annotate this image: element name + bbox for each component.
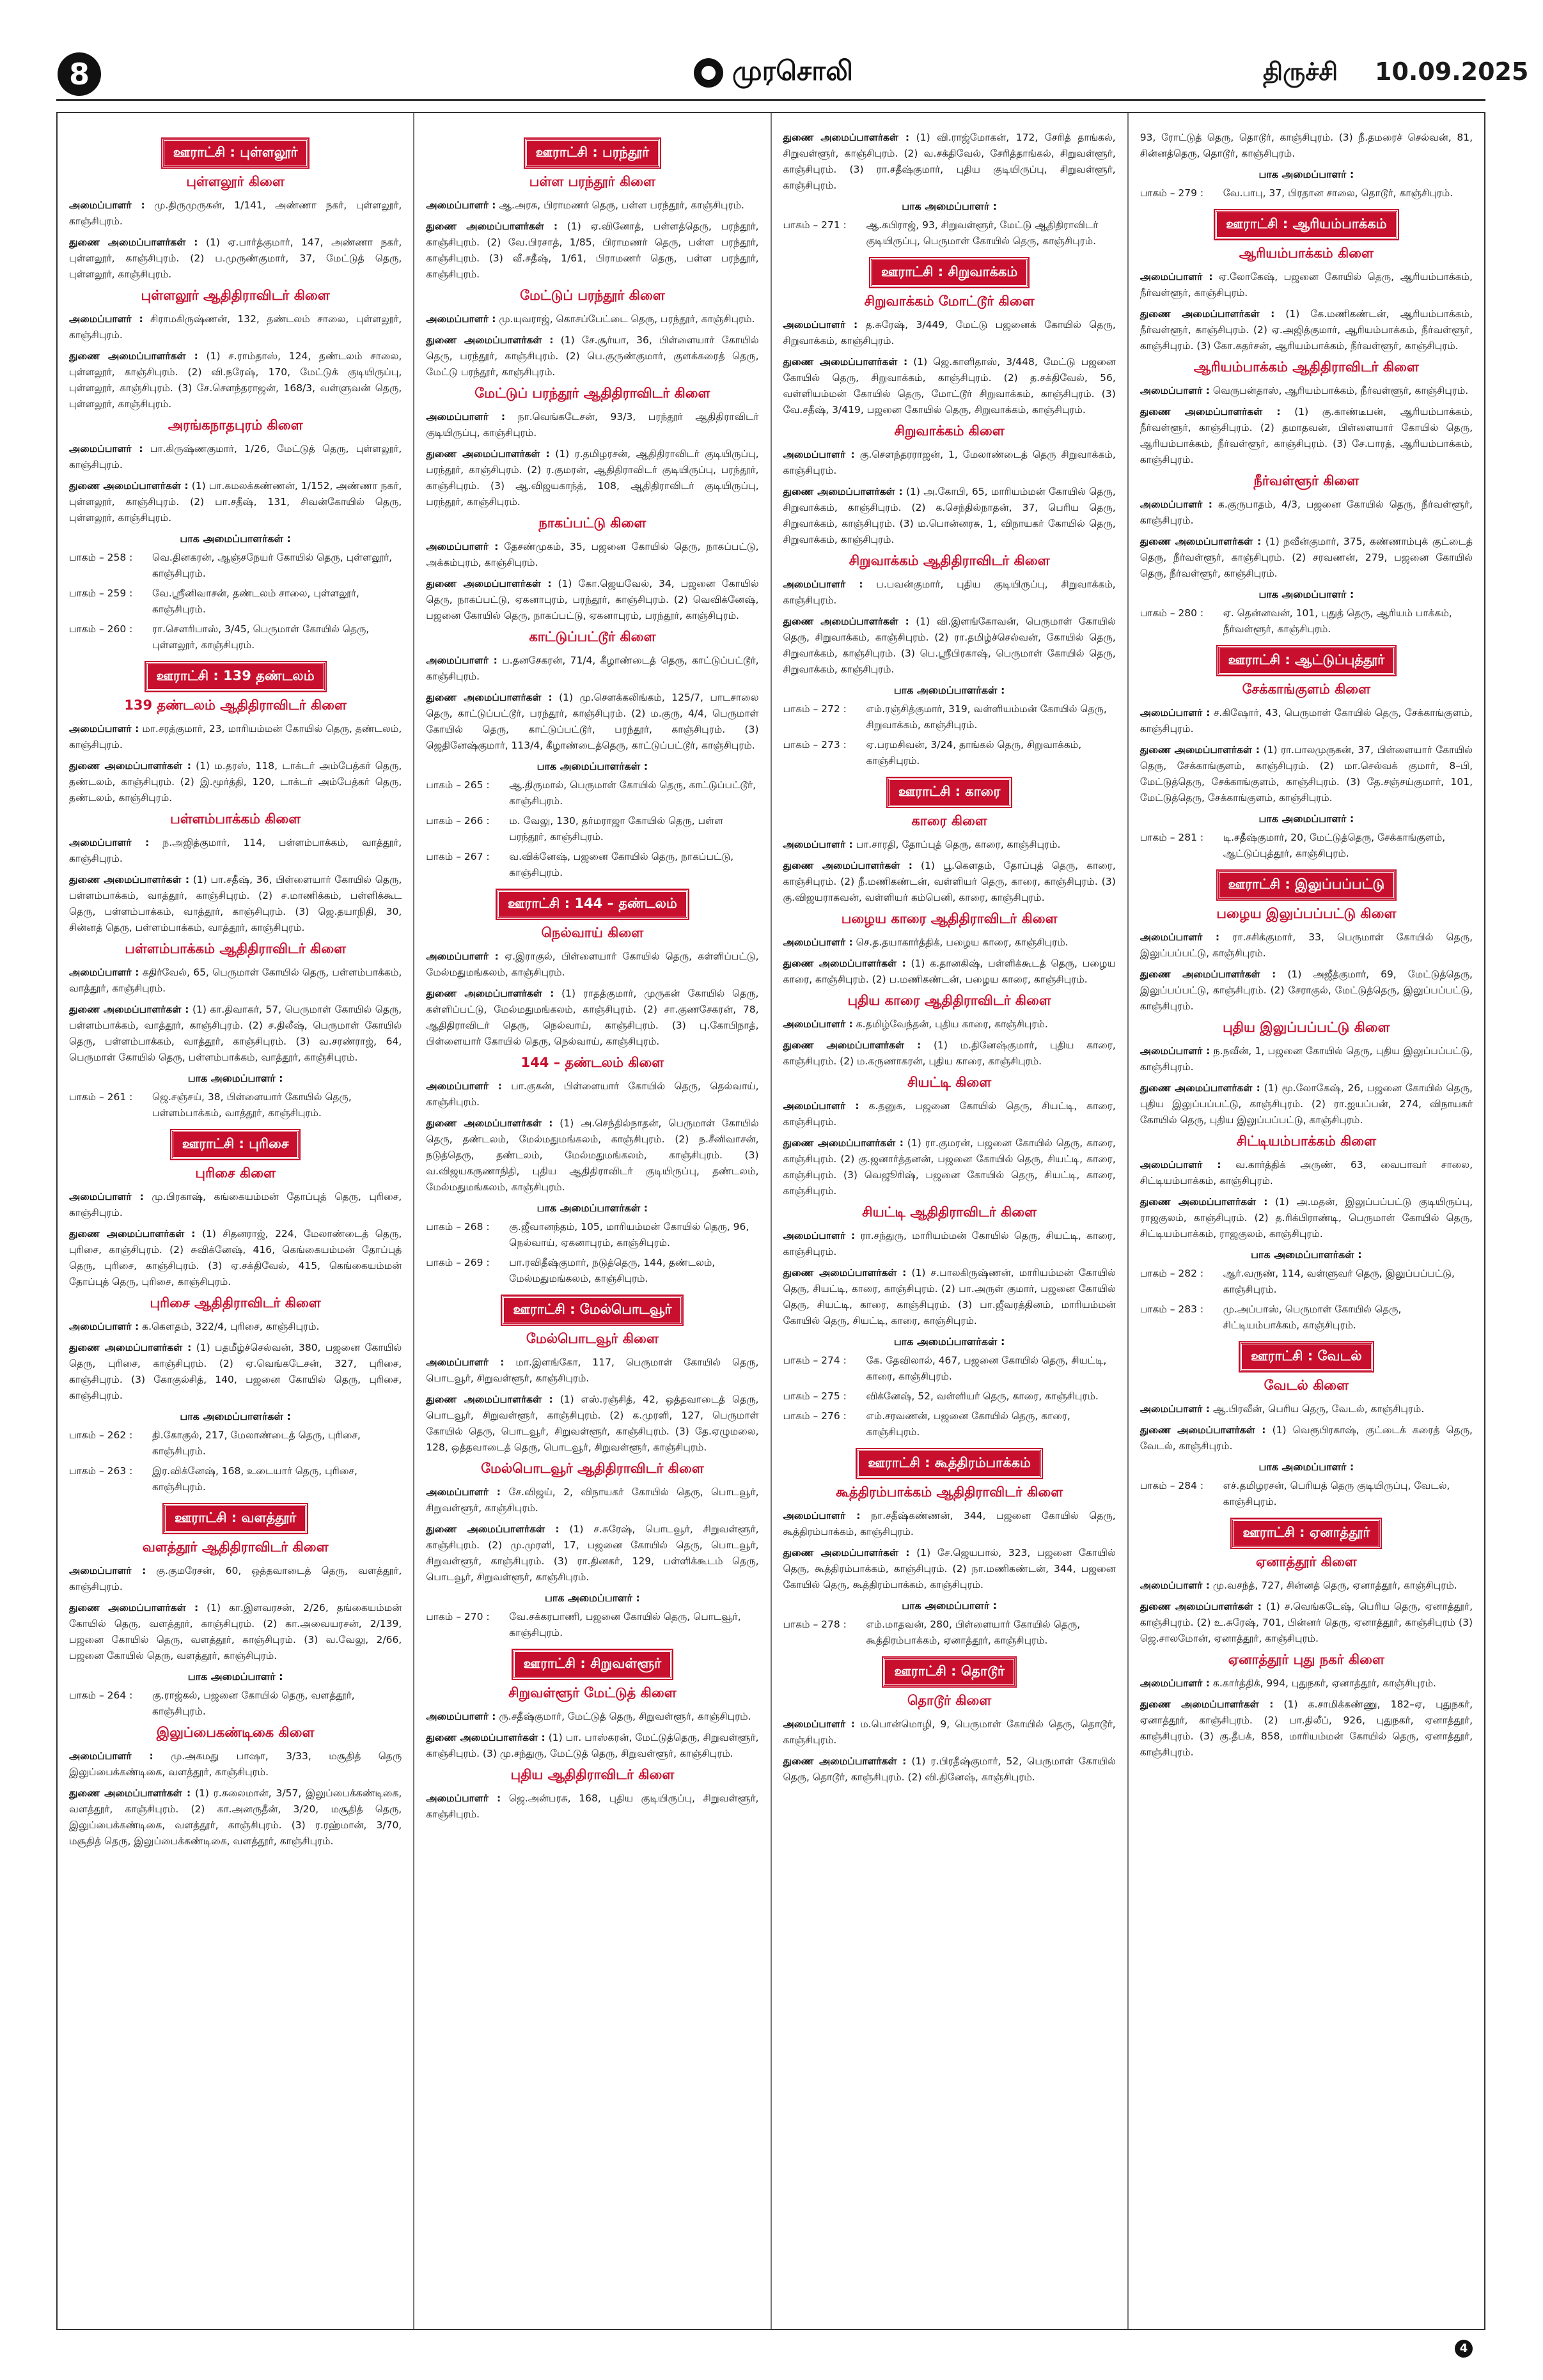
booth-entry: பாகம் – 281 : டி.சதீஷ்குமார், 20, மேட்டுத்தெரு, சேக்காங்குளம், ஆட்டுப்புத்தூர், காஞ்சிபுரம்.	[1140, 832, 1446, 859]
organizer-entry: அமைப்பாளர் : ப.தனசேகரன், 71/4, கீழாண்டைத் தெரு, காட்டுப்பட்டூர், காஞ்சிபுரம்.	[426, 655, 759, 682]
organizer-entry: அமைப்பாளர் : பா.சாரதி, தோப்புத் தெரு, காரை, காஞ்சிபுரம்.	[783, 839, 1061, 850]
continuation-marker: 4	[1455, 2340, 1473, 2358]
deputy-organizers-entry: துணை அமைப்பாளர்கள் : (1) க.தானகிஷ், பள்ளிக்கூடத் தெரு, பழைய காரை, காஞ்சிபுரம். (2) ப.மணிகண்டன், பழைய காரை, காஞ்சிபுரம்.	[783, 958, 1116, 985]
page-number: 8	[58, 52, 101, 96]
booth-organizer-heading: பாக அமைப்பாளர் :	[1258, 813, 1354, 825]
organizer-entry: அமைப்பாளர் : ஏ.இராகுல், பிள்ளையார் கோயில் தெரு, கள்ளிப்பட்டு, மேல்மதுமங்கலம், காஞ்சிபுரம்.	[426, 951, 759, 978]
organizer-entry: அமைப்பாளர் : க.கார்த்திக், 994, புதுநகர், ஏனாத்தூர், காஞ்சிபுரம்.	[1140, 1677, 1436, 1689]
organizer-entry: அமைப்பாளர் : மு.திருமுருகன், 1/141, அண்ணா நகர், புள்ளலூர், காஞ்சிபுரம்.	[69, 199, 402, 227]
booth-organizer-heading: பாக அமைப்பாளர் :	[902, 200, 998, 212]
branch-title: காரை கிளை	[911, 813, 987, 828]
organizer-entry: அமைப்பாளர் : ஏ.லோகேஷ், பஜனை கோயில் தெரு, ஆரியம்பாக்கம், நீர்வள்ளூர், காஞ்சிபுரம்.	[1140, 271, 1473, 299]
branch-title: ஏனாத்தூர் கிளை	[1255, 1554, 1357, 1569]
organizer-entry: அமைப்பாளர் : ம.பொன்மொழி, 9, பெருமாள் கோயில் தெரு, தொடூர், காஞ்சிபுரம்.	[783, 1718, 1116, 1746]
organizer-entry: அமைப்பாளர் : சே.விஜய், 2, விநாயகர் கோயில் தெரு, பொடவூர், சிறுவள்ளூர், காஞ்சிபுரம்.	[426, 1486, 759, 1514]
header-rule	[56, 99, 1485, 101]
branch-title: சியட்டி ஆதிதிராவிடர் கிளை	[862, 1204, 1037, 1220]
booth-entry: பாகம் – 264 : கு.ராஜ்கல், பஜனை கோயில் தெரு, வளத்தூர், காஞ்சிபுரம்.	[69, 1690, 355, 1717]
deputy-organizers-entry: துணை அமைப்பாளர்கள் : (1) சிதனராஜ், 224, மேலாண்டைத் தெரு, புரிசை, காஞ்சிபுரம். (2) சுவிக்னேஷ், 416, கெங்கையம்மன் தோப்புத் தெரு, புரிசை, காஞ்சிபுரம். (3) ஏ.சக்திவேல், 415, கெங்கையம்மன் தோப்புத் தெரு, புரிசை, காஞ்சிபுரம்.	[69, 1228, 402, 1287]
booth-entry: பாகம் – 259 : வே.ஸ்ரீனிவாசன், தண்டலம் சாலை, புள்ளலூர், காஞ்சிபுரம்.	[69, 587, 359, 615]
panchayat-banner: ஊராட்சி : மேல்பொடவூர்	[502, 1296, 682, 1325]
organizer-entry: அமைப்பாளர் : மு.யுவராஜ், கொசப்பேட்டை தெரு, பரந்தூர், காஞ்சிபுரம்.	[426, 313, 755, 325]
branch-title: மேல்பொடவூர் கிளை	[526, 1331, 659, 1346]
organizer-entry: அமைப்பாளர் : ரா.சந்துரு, மாரியம்மன் கோயில் தெரு, சியட்டி, காரை, காஞ்சிபுரம்.	[783, 1230, 1116, 1257]
organizer-entry: அமைப்பாளர் : ஆ.அரசு, பிராமணர் தெரு, பள்ள பரந்தூர், காஞ்சிபுரம்.	[426, 199, 744, 211]
branch-title: பழைய காரை ஆதிதிராவிடர் கிளை	[841, 911, 1058, 926]
column-1	[58, 113, 414, 2329]
panchayat-banner: ஊராட்சி : இலுப்பப்பட்டு	[1218, 871, 1395, 899]
booth-organizers-heading: பாக அமைப்பாளர்கள் :	[180, 533, 291, 545]
deputy-organizers-entry: துணை அமைப்பாளர்கள் : (1) அ.செந்தில்நாதன், பெருமாள் கோயில் தெரு, தண்டலம், மேல்மதுமங்கலம், காஞ்சிபுரம். (2) ந.சீனிவாசன், நடுத்தெரு, தண்டலம், மேல்மதுமங்கலம், காஞ்சிபுரம். (3) வ.விஜயகருணாநிதி, புதிய ஆதிதிராவிடர் குடியிருப்பு, தண்டலம், மேல்மதுமங்கலம், காஞ்சிபுரம்.	[426, 1117, 759, 1193]
deputy-organizers-entry: துணை அமைப்பாளர்கள் : (1) மூ.லோகேஷ், 26, பஜனை கோயில் தெரு, புதிய இலுப்பப்பட்டு, காஞ்சிபுரம். (2) ரா.ஐயப்பன், 274, விநாயகர் கோயில் தெரு, புதிய இலுப்பப்பட்டு, காஞ்சிபுரம்.	[1140, 1082, 1473, 1126]
organizer-entry: அமைப்பாளர் : தேசண்முகம், 35, பஜனை கோயில் தெரு, நாகப்பட்டு, அக்கம்புரம், காஞ்சிபுரம்.	[426, 541, 759, 568]
deputy-organizers-entry: துணை அமைப்பாளர்கள் : (1) கா.திவாகர், 57, பெருமாள் கோயில் தெரு, பள்ளம்பாக்கம், வாத்தூர், காஞ்சிபுரம். (2) ச.திலீஷ், பெருமாள் கோயில் தெரு, பள்ளம்பாக்கம், வாத்தூர், காஞ்சிபுரம். (3) வ.சரண்ராஜ், 64, பெருமாள் கோயில் தெரு, பள்ளம்பாக்கம், வாத்தூர், காஞ்சிபுரம்.	[69, 1004, 402, 1063]
booth-organizers-heading: பாக அமைப்பாளர்கள் :	[893, 684, 1005, 696]
deputy-organizers-entry: துணை அமைப்பாளர்கள் : (1) ஏ.பார்த்குமார், 147, அண்ணா நகர், புள்ளலூர், காஞ்சிபுரம். (2) ப.முருண்குமார், 37, மேட்டுத் தெரு, புள்ளலூர், காஞ்சிபுரம்.	[69, 237, 402, 280]
organizer-entry: அமைப்பாளர் : ச.கிஷோர், 43, பெருமாள் கோயில் தெரு, சேக்காங்குளம், காஞ்சிபுரம்.	[1140, 707, 1473, 735]
booth-entry: பாகம் – 266 : ம. வேலு, 130, தர்மராஜா கோயில் தெரு, பள்ள பரந்தூர், காஞ்சிபுரம்.	[426, 815, 724, 843]
branch-title: புதிய இலுப்பப்பட்டு கிளை	[1223, 1020, 1390, 1035]
deputy-organizers-entry: துணை அமைப்பாளர்கள் : (1) ர.தமிழரசன், ஆதிதிராவிடர் குடியிருப்பு, பரந்தூர், காஞ்சிபுரம். (2) ர.குமரன், ஆதிதிராவிடர் குடியிருப்பு, பரந்தூர், காஞ்சிபுரம். (3) ஆ.விஜயகாந்த், 108, ஆதிதிராவிடர் குடியிருப்பு, பரந்தூர், காஞ்சிபுரம்.	[426, 448, 759, 508]
booth-organizers-heading: பாக அமைப்பாளர்கள் :	[537, 1202, 648, 1214]
deputy-organizers-entry: துணை அமைப்பாளர்கள் : (1) அ.கோபி, 65, மாரியம்மன் கோயில் தெரு, சிறுவாக்கம், காஞ்சிபுரம். (2) க.செந்தில்நாதன், 37, பெரிய தெரு, சிறுவாக்கம், காஞ்சிபுரம். (3) ம.பொன்னரசு, 1, விநாயகர் கோயில் தெரு, சிறுவாக்கம், காஞ்சிபுரம்.	[783, 486, 1116, 545]
branch-title: பள்ளம்பாக்கம் கிளை	[170, 811, 301, 827]
column-4	[1129, 113, 1484, 2329]
booth-organizers-heading: பாக அமைப்பாளர்கள் :	[893, 1335, 1005, 1348]
branch-title: 139 தண்டலம் ஆதிதிராவிடர் கிளை	[124, 697, 347, 713]
organizer-entry: அமைப்பாளர் : மு.வசந்த், 727, சின்னத் தெரு, ஏனாத்தூர், காஞ்சிபுரம்.	[1140, 1580, 1457, 1591]
booth-entry: பாகம் – 262 : தி.கோகுல், 217, மேலாண்டைத் தெரு, புரிசை, காஞ்சிபுரம்.	[69, 1429, 361, 1457]
booth-entry: பாகம் – 265 : ஆ.திருமால், பெருமாள் கோயில் தெரு, காட்டுப்பட்டூர், காஞ்சிபுரம்.	[426, 779, 756, 807]
booth-entry: பாகம் – 270 : வே.சக்கரபாணி, பஜனை கோயில் தெரு, பொடவூர், காஞ்சிபுரம்.	[426, 1611, 741, 1638]
organizer-entry: அமைப்பாளர் : க.தமிழ்வேந்தன், புதிய காரை, காஞ்சிபுரம்.	[783, 1018, 1048, 1030]
masthead	[694, 55, 853, 90]
branch-title: நெல்வாய் கிளை	[541, 925, 644, 940]
organizer-entry: அமைப்பாளர் : க.கௌதம், 322/4, புரிசை, காஞ்சிபுரம்.	[69, 1321, 320, 1332]
organizer-entry: அமைப்பாளர் : பா.கிருஷ்ணகுமார், 1/26, மேட்டுத் தெரு, புள்ளலூர், காஞ்சிபுரம்.	[69, 443, 402, 471]
booth-entry: பாகம் – 261 : ஜெ.சஞ்சய், 38, பிள்ளையார் கோயில் தெரு, பள்ளம்பாக்கம், வாத்தூர், காஞ்சிபுரம்.	[69, 1091, 352, 1119]
organizer-entry: அமைப்பாளர் : மா.இளங்கோ, 117, பெருமாள் கோயில் தெரு, பொடவூர், சிறுவள்ளூர், காஞ்சிபுரம்.	[426, 1357, 759, 1384]
organizer-entry: அமைப்பாளர் : ஜெ.அன்பரசு, 168, புதிய குடியிருப்பு, சிறுவள்ளூர், காஞ்சிபுரம்.	[426, 1793, 759, 1820]
booth-entry: பாகம் – 273 : ஏ.பரமசிவன், 3/24, தாங்கல் தெரு, சிறுவாக்கம், காஞ்சிபுரம்.	[783, 739, 1082, 766]
deputy-organizers-entry: துணை அமைப்பாளர்கள் : (1) ச.சுரேஷ், பொடவூர், சிறுவள்ளூர், காஞ்சிபுரம். (2) மு.முரளி, 17, பஜனை கோயில் தெரு, பொடவூர், சிறுவள்ளூர், காஞ்சிபுரம். (3) ரா.தினகர், 129, பள்ளிக்கூடம் தெரு, பொடவூர், சிறுவள்ளூர், காஞ்சிபுரம்.	[426, 1523, 759, 1583]
edition-date: 10.09.2025	[1375, 58, 1529, 86]
booth-organizer-heading: பாக அமைப்பாளர் :	[1258, 168, 1354, 180]
deputy-organizers-entry: துணை அமைப்பாளர்கள் : (1) ர.பிரதீஷ்குமார், 52, பெருமாள் கோயில் தெரு, தொடூர், காஞ்சிபுரம். (2) வி.தினேஷ், காஞ்சிபுரம்.	[783, 1755, 1116, 1783]
deputy-organizers-entry: துணை அமைப்பாளர்கள் : (1) சே.சூர்யா, 36, பிள்ளையார் கோயில் தெரு, பரந்தூர், காஞ்சிபுரம். (2) பெ.குருண்குமார், குளக்கரைத் தெரு, மேட்டு பரந்தூர், காஞ்சிபுரம்.	[426, 334, 759, 378]
booth-entry: பாகம் – 263 : இர.விக்னேஷ், 168, உடையார் தெரு, புரிசை, காஞ்சிபுரம்.	[69, 1465, 357, 1493]
panchayat-banner: ஊராட்சி : தொடூர்	[883, 1658, 1015, 1686]
deputy-organizers-entry: துணை அமைப்பாளர்கள் : (1) ரா.குமரன், பஜனை கோயில் தெரு, காரை, காஞ்சிபுரம். (2) கு.ஜனார்த்தனன், பஜனை கோயில் தெரு, சியட்டி, காரை, காஞ்சிபுரம். (3) வெஜூரிஷ், பஜனை கோயில் தெரு, சியட்டி, காரை, காஞ்சிபுரம்.	[783, 1137, 1116, 1197]
organizer-entry: அமைப்பாளர் : ரா.சசிக்குமார், 33, பெருமாள் கோயில் தெரு, இலுப்பப்பட்டு, காஞ்சிபுரம்.	[1140, 931, 1473, 959]
panchayat-banner: ஊராட்சி : ஆட்டுப்புத்தூர்	[1218, 646, 1395, 675]
organizer-entry: அமைப்பாளர் : சிராமகிருஷ்ணன், 132, தண்டலம் சாலை, புள்ளலூர், காஞ்சிபுரம்.	[69, 313, 402, 341]
panchayat-banner: ஊராட்சி : சிறுவள்ளூர்	[513, 1650, 672, 1679]
booth-entry: பாகம் – 274 : கே. தேவிலால், 467, பஜனை கோயில் தெரு, சியட்டி, காரை, காஞ்சிபுரம்.	[783, 1355, 1107, 1382]
panchayat-banner: ஊராட்சி : ஆரியம்பாக்கம்	[1215, 210, 1397, 239]
deputy-organizers-entry: துணை அமைப்பாளர்கள் : (1) பதமீழ்ச்செல்வன், 380, பஜனை கோயில் தெரு, புரிசை, காஞ்சிபுரம். (2) ஏ.வெங்கடேசன், 327, புரிசை, காஞ்சிபுரம். (3) கோகுல்சித், 140, பஜனை கோயில் தெரு, புரிசை, காஞ்சிபுரம்.	[69, 1342, 402, 1401]
branch-title: சிறுவாக்கம் மோட்டூர் கிளை	[864, 293, 1035, 309]
booth-organizers-heading: பாக அமைப்பாளர்கள் :	[537, 760, 648, 772]
column-3	[772, 113, 1129, 2329]
deputy-organizers-entry: துணை அமைப்பாளர்கள் : (1) பா. பாஸ்கரன், மேட்டுத்தெரு, சிறுவள்ளூர், காஞ்சிபுரம். (3) மு.சந்துரு, மேட்டுத் தெரு, சிறுவள்ளூர், காஞ்சிபுரம்.	[426, 1732, 759, 1759]
deputy-organizers-entry: துணை அமைப்பாளர்கள் : (1) பா.கமலக்கண்ணன், 1/152, அண்ணா நகர், புள்ளலூர், காஞ்சிபுரம். (2) பா.சதீஷ், 131, சிவன்கோயில் தெரு, புள்ளலூர், காஞ்சிபுரம்.	[69, 480, 402, 524]
organizer-entry: அமைப்பாளர் : கு.சௌந்தரராஜன், 1, மேலாண்டைத் தெரு சிறுவாக்கம், காஞ்சிபுரம்.	[783, 449, 1116, 476]
panchayat-banner: ஊராட்சி : வளத்தூர்	[164, 1504, 307, 1533]
deputy-organizers-entry: துணை அமைப்பாளர்கள் : (1) கே.மணிகண்டன், ஆரியம்பாக்கம், நீர்வள்ளூர், காஞ்சிபுரம். (2) ஏ.அஜித்குமார், ஆரியம்பாக்கம், நீர்வள்ளூர், காஞ்சிபுரம். (3) கோ.கதர்சன், ஆரியம்பாக்கம், நீர்வள்ளூர், காஞ்சிபுரம்.	[1140, 308, 1473, 352]
booth-organizer-heading: பாக அமைப்பாளர் :	[1258, 588, 1354, 600]
deputy-organizers-entry: துணை அமைப்பாளர்கள் : (1) ம.தரஸ், 118, டாக்டர் அம்பேத்கர் தெரு, தண்டலம், காஞ்சிபுரம். (2) இ.மூர்த்தி, 120, டாக்டர் அம்பேத்கர் தெரு, தண்டலம், காஞ்சிபுரம்.	[69, 760, 402, 804]
deputy-organizers-entry: துணை அமைப்பாளர்கள் : (1) ச.வெங்கடேஷ், பெரிய தெரு, ஏனாத்தூர், காஞ்சிபுரம். (2) உ.சுரேஷ், 701, பின்னர் தெரு, ஏனாத்தூர், காஞ்சிபுரம் (3) ஜெ.சாலமோன், ஏனாத்தூர், காஞ்சிபுரம்.	[1140, 1601, 1473, 1644]
organizer-entry: அமைப்பாளர் : ந.நவீன், 1, பஜனை கோயில் தெரு, புதிய இலுப்பப்பட்டு, காஞ்சிபுரம்.	[1140, 1045, 1473, 1073]
organizer-entry: அமைப்பாளர் : நா.சதீஷ்கண்ணன், 344, பஜனை கோயில் தெரு, கூத்திரம்பாக்கம், காஞ்சிபுரம்.	[783, 1510, 1116, 1537]
booth-organizer-heading: பாக அமைப்பாளர் :	[1258, 1461, 1354, 1473]
branch-title: மேட்டுப் பரந்தூர் ஆதிதிராவிடர் கிளை	[474, 385, 710, 401]
booth-entry: பாகம் – 269 : பா.ரவிதீஷ்குமார், நடுத்தெரு, 144, தண்டலம், மேல்மதுமங்கலம், காஞ்சிபுரம்.	[426, 1257, 716, 1284]
deputy-organizers-entry: துணை அமைப்பாளர்கள் : (1) மு.சௌக்கலிங்கம், 125/7, பாடசாலை தெரு, காட்டுப்பட்டூர், பரந்தூர், காஞ்சிபுரம். (2) ம.குரு, 4/4, பெருமாள் கோயில் தெரு, காட்டுப்பட்டூர், பரந்தூர், காஞ்சிபுரம். (3) ஜெதினேஷ்குமார், 113/4, கீழாண்டைத்தெரு, காட்டுப்பட்டூர், காஞ்சிபுரம்.	[426, 692, 759, 751]
booth-organizers-heading: பாக அமைப்பாளர்கள் :	[180, 1410, 291, 1422]
panchayat-banner: ஊராட்சி : வேடல்	[1240, 1342, 1373, 1371]
branch-title: சிறுவாக்கம் ஆதிதிராவிடர் கிளை	[849, 553, 1050, 568]
panchayat-banner: ஊராட்சி : சிறுவாக்கம்	[870, 258, 1028, 287]
booth-entry: பாகம் – 260 : ரா.சௌரிபாஸ், 3/45, பெருமாள் கோயில் தெரு, புள்ளலூர், காஞ்சிபுரம்.	[69, 623, 370, 651]
panchayat-banner: ஊராட்சி : காரை	[888, 778, 1012, 807]
organizer-entry: அமைப்பாளர் : கதிர்வேல், 65, பெருமாள் கோயில் தெரு, பள்ளம்பாக்கம், வாத்தூர், காஞ்சிபுரம்.	[69, 967, 402, 994]
branch-title: புரிசை ஆதிதிராவிடர் கிளை	[150, 1295, 321, 1311]
newspaper-logo-icon	[694, 58, 723, 88]
booth-organizer-heading: பாக அமைப்பாளர் :	[544, 1592, 640, 1604]
branch-title: புரிசை கிளை	[195, 1165, 276, 1181]
branch-title: புதிய காரை ஆதிதிராவிடர் கிளை	[847, 993, 1051, 1008]
organizer-entry: அமைப்பாளர் : மு.அகமது பாஷா, 3/33, மசூதித் தெரு இலுப்பைக்கண்டிகை, வளத்தூர், காஞ்சிபுரம்.	[69, 1750, 402, 1778]
deputy-organizers-entry: துணை அமைப்பாளர்கள் : (1) நவீன்குமார், 375, கண்ணாம்புக் குட்டைத் தெரு, நீர்வள்ளூர், காஞ்சிபுரம். (2) சரவணன், 279, பஜனை கோயில் தெரு, நீர்வள்ளூர், காஞ்சிபுரம்.	[1140, 536, 1473, 579]
booth-organizer-heading: பாக அமைப்பாளர் :	[902, 1599, 998, 1612]
branch-title: தொடூர் கிளை	[907, 1693, 992, 1708]
booth-entry: பாகம் – 275 : விக்னேஷ், 52, வள்ளியர் தெரு, காரை, காஞ்சிபுரம்.	[783, 1390, 1099, 1402]
branch-title: பள்ளம்பாக்கம் ஆதிதிராவிடர் கிளை	[125, 941, 347, 956]
branch-title: புள்ளலூர் கிளை	[186, 174, 285, 189]
branch-title: வேடல் கிளை	[1264, 1378, 1349, 1393]
deputy-organizers-entry: துணை அமைப்பாளர்கள் : (1) எஸ்.ரஞ்சித், 42, ஒத்தவாடைத் தெரு, பொடவூர், சிறுவள்ளூர், காஞ்சிபுரம். (2) க.முரளி, 127, பெருமாள் கோயில் தெரு, பொடவூர், சிறுவள்ளூர், காஞ்சிபுரம். (3) தே.ஏழுமலை, 128, ஒத்தவாடைத் தெரு, பொடவூர், சிறுவள்ளூர், காஞ்சிபுரம்.	[426, 1394, 759, 1453]
panchayat-banner: ஊராட்சி : புள்ளலூர்	[162, 139, 309, 167]
branch-title: சிறுவாக்கம் கிளை	[894, 423, 1005, 439]
branch-title: புள்ளலூர் ஆதிதிராவிடர் கிளை	[141, 288, 330, 303]
organizer-entry: அமைப்பாளர் : மா.சரத்குமார், 23, மாரியம்மன் கோயில் தெரு, தண்டலம், காஞ்சிபுரம்.	[69, 723, 402, 751]
branch-title: பழைய இலுப்பப்பட்டு கிளை	[1216, 906, 1397, 921]
booth-entry: பாகம் – 278 : எம்.மாதவன், 280, பிள்ளையார் கோயில் தெரு, கூத்திரம்பாக்கம், ஏனாத்தூர், காஞ்சிபுரம்.	[783, 1619, 1081, 1646]
panchayat-banner: ஊராட்சி : புரிசை	[171, 1130, 300, 1159]
booth-entry: பாகம் – 267 : வ.விக்னேஷ், பஜனை கோயில் தெரு, நாகப்பட்டு, காஞ்சிபுரம்.	[426, 851, 734, 878]
panchayat-banner: ஊராட்சி : கூத்திரம்பாக்கம்	[857, 1449, 1042, 1478]
deputy-organizers-entry: துணை அமைப்பாளர்கள் : (1) ச.ராம்தாஸ், 124, தண்டலம் சாலை, புள்ளலூர், காஞ்சிபுரம். (2) வி.நரேஷ், 170, மேட்டுக் குடியிருப்பு, புள்ளலூர், காஞ்சிபுரம். (3) சே.சௌந்தராஜன், 168/3, வள்ளுவன் தெரு, புள்ளலூர், காஞ்சிபுரம்.	[69, 350, 402, 410]
deputy-organizers-entry: துணை அமைப்பாளர்கள் : (1) கா.இளவரசன், 2/26, தங்கையம்மன் கோயில் தெரு, வளத்தூர், காஞ்சிபுரம். (2) கா.அவையரசன், 2/139, பஜனை கோயில் தெரு, வளத்தூர், காஞ்சிபுரம். (3) வ.வேலு, 2/66, பஜனை கோயில் தெரு, வளத்தூர், காஞ்சிபுரம்.	[69, 1602, 402, 1661]
branch-title: ஆரியம்பாக்கம் ஆதிதிராவிடர் கிளை	[1193, 359, 1419, 375]
organizer-entry: அமைப்பாளர் : ஆ.பிரவீன், பெரிய தெரு, வேடல், காஞ்சிபுரம்.	[1140, 1403, 1425, 1415]
branch-title: மேல்பொடவூர் ஆதிதிராவிடர் கிளை	[481, 1461, 704, 1476]
organizer-entry: அமைப்பாளர் : கு.குமரேசன், 60, ஒத்தவாடைத் தெரு, வளத்தூர், காஞ்சிபுரம்.	[69, 1565, 402, 1592]
booth-entry: பாகம் – 276 : எம்.சரவணன், பஜனை கோயில் தெரு, காரை, காஞ்சிபுரம்.	[783, 1410, 1070, 1438]
panchayat-banner: ஊராட்சி : ஏனாத்தூர்	[1232, 1519, 1381, 1548]
booth-entry: பாகம் – 268 : கு.ஜீவானந்தம், 105, மாரியம்மன் கோயில் தெரு, 96, நெல்வாய், ஏகனாபுரம், காஞ்சிபுரம்.	[426, 1221, 749, 1248]
branch-title: நீர்வள்ளூர் கிளை	[1253, 473, 1359, 488]
branch-title: 144 – தண்டலம் கிளை	[521, 1055, 664, 1070]
organizer-entry: அமைப்பாளர் : வெருபன்தாஸ், ஆரியம்பாக்கம், நீர்வள்ளூர், காஞ்சிபுரம்.	[1140, 385, 1469, 396]
booth-entry: பாகம் – 282 : ஆர்.வருண், 114, வள்ளுவர் தெரு, இலுப்பப்பட்டு, காஞ்சிபுரம்.	[1140, 1268, 1455, 1295]
panchayat-banner: ஊராட்சி : பரந்தூர்	[525, 139, 661, 167]
deputy-organizers-entry: துணை அமைப்பாளர்கள் : (1) பூ.கௌதம், தோப்புத் தெரு, காரை, காஞ்சிபுரம். (2) நீ.மணிகண்டன், வள்ளியர் தெரு, காரை, காஞ்சிபுரம். (3) கு.விஜயராகவன், வள்ளியர் கம்பெனி, காரை, காஞ்சிபுரம்.	[783, 860, 1116, 903]
deputy-organizers-entry: துணை அமைப்பாளர்கள் : (1) ஏ.வினோத், பள்ளத்தெரு, பரந்தூர், காஞ்சிபுரம். (2) வே.பிரசாத், 1/85, பிராமணர் தெரு, பள்ள பரந்தூர், காஞ்சிபுரம். (3) வீ.சதீஷ், 1/61, பிராமணர் தெரு, பள்ள பரந்தூர், காஞ்சிபுரம்.	[426, 221, 759, 280]
branch-title: இலுப்பைகண்டிகை கிளை	[156, 1725, 315, 1740]
booth-entry: பாகம் – 279 : வே.பாபு, 37, பிரதான சாலை, தொடூர், காஞ்சிபுரம்.	[1140, 187, 1453, 199]
branch-title: சேக்காங்குளம் கிளை	[1242, 681, 1371, 697]
branch-title: வளத்தூர் ஆதிதிராவிடர் கிளை	[142, 1539, 329, 1555]
booth-entry: பாகம் – 284 : எச்.தமிழரசன், பெரியத் தெரு குடியிருப்பு, வேடல், காஞ்சிபுரம்.	[1140, 1480, 1450, 1507]
deputy-organizers-entry: துணை அமைப்பாளர்கள் : (1) ம.தினேஷ்குமார், புதிய காரை, காஞ்சிபுரம். (2) ம.கருணாகரன், புதிய காரை, காஞ்சிபுரம்.	[783, 1039, 1116, 1067]
organizer-entry: அமைப்பாளர் : க.குருபாதம், 4/3, பஜனை கோயில் தெரு, நீர்வள்ளூர், காஞ்சிபுரம்.	[1140, 499, 1473, 526]
organizer-entry: அமைப்பாளர் : க.தனுசு, பஜனை கோயில் தெரு, சியட்டி, காரை, காஞ்சிபுரம்.	[783, 1100, 1116, 1128]
branch-title: மேட்டுப் பரந்தூர் கிளை	[520, 288, 665, 303]
booth-organizer-heading: பாக அமைப்பாளர் :	[187, 1072, 283, 1084]
branch-title: காட்டுப்பட்டூர் கிளை	[529, 629, 656, 644]
deputy-organizers-entry: துணை அமைப்பாளர்கள் : (1) ரா.பாலமுருகன், 37, பிள்ளையார் கோயில் தெரு, சேக்காங்குளம், காஞ்சிபுரம். (2) மா.செல்வக் குமார், 8–பி, மேட்டுத்தெரு, சேக்காங்குளம், காஞ்சிபுரம். (3) தே.சஞ்சய்குமார், 101, மேட்டுத்தெரு, சேக்காங்குளம், காஞ்சிபுரம்.	[1140, 744, 1473, 804]
article-body	[56, 112, 1485, 2330]
deputy-organizers-entry: துணை அமைப்பாளர்கள் : (1) வெரூபிரகாஷ், குட்டைக் கரைத் தெரு, வேடல், காஞ்சிபுரம்.	[1140, 1424, 1473, 1452]
deputy-organizers-entry-continued: 93, ரோட்டுத் தெரு, தொடூர், காஞ்சிபுரம். (3) நீ.தமரைச் செல்வன், 81, சின்னத்தெரு, தொடூர், காஞ்சிபுரம்.	[1140, 132, 1473, 159]
deputy-organizers-entry: துணை அமைப்பாளர்கள் : (1) ர.கலைமான், 3/57, இலுப்பைக்கண்டிகை, வளத்தூர், காஞ்சிபுரம். (2) கா.அனருதீன், 3/20, மசூதித் தெரு, இலுப்பைக்கண்டிகை, வளத்தூர், காஞ்சிபுரம். (3) ர.ரஹ்மான், 3/70, மசூதித் தெரு, இலுப்பைக்கண்டிகை, வளத்தூர், காஞ்சிபுரம்.	[69, 1787, 402, 1847]
deputy-organizers-entry: துணை அமைப்பாளர்கள் : (1) ஜெ.காளிதாஸ், 3/448, மேட்டு பஜனை கோயில் தெரு, சிறுவாக்கம், காஞ்சிபுரம். (2) த.சக்திவேல், 56, வள்ளியம்மன் கோயில் தெரு, மோட்டூர் சிறுவாக்கம், காஞ்சிபுரம். (3) வே.சதீஷ், 3/419, பஜனை கோயில் தெரு, சிறுவாக்கம், காஞ்சிபுரம்.	[783, 356, 1116, 416]
booth-entry: பாகம் – 280 : ஏ. தென்னவன், 101, புதுத் தெரு, ஆரியம் பாக்கம், நீர்வள்ளூர், காஞ்சிபுரம்.	[1140, 607, 1452, 635]
booth-organizer-heading: பாக அமைப்பாளர் :	[187, 1670, 283, 1683]
organizer-entry: அமைப்பாளர் : மு.பிரகாஷ், கங்கையம்மன் தோப்புத் தெரு, புரிசை, காஞ்சிபுரம்.	[69, 1191, 402, 1218]
booth-entry: பாகம் – 272 : எம்.ரஞ்சித்குமார், 319, வள்ளியம்மன் கோயில் தெரு, சிறுவாக்கம், காஞ்சிபுரம்.	[783, 703, 1107, 731]
deputy-organizers-entry: துணை அமைப்பாளர்கள் : (1) பா.சதீஷ், 36, பிள்ளையார் கோயில் தெரு, பள்ளம்பாக்கம், வாத்தூர், காஞ்சிபுரம். (2) ச.மாணிக்கம், பள்ளிக்கூட தெரு, பள்ளம்பாக்கம், வாத்தூர், காஞ்சிபுரம். (3) ஜெ.தயாநிதி, 30, சின்னத் தெரு, பள்ளம்பாக்கம், வாத்தூர், காஞ்சிபுரம்.	[69, 874, 402, 933]
branch-title: அரங்கநாதபுரம் கிளை	[168, 417, 303, 433]
organizer-entry: அமைப்பாளர் : நா.வெங்கடேசன், 93/3, பரந்தூர் ஆதிதிராவிடர் குடியிருப்பு, காஞ்சிபுரம்.	[426, 411, 759, 439]
branch-title: கூத்திரம்பாக்கம் ஆதிதிராவிடர் கிளை	[836, 1484, 1063, 1500]
newspaper-name: முரசொலி	[732, 55, 853, 86]
branch-title: சியட்டி கிளை	[907, 1075, 992, 1090]
branch-title: சிட்டியம்பாக்கம் கிளை	[1236, 1133, 1377, 1149]
branch-title: சிறுவள்ளூர் மேட்டுத் கிளை	[508, 1685, 677, 1700]
organizer-entry: அமைப்பாளர் : ரு.சதீஷ்குமார், மேட்டுத் தெரு, சிறுவள்ளூர், காஞ்சிபுரம்.	[426, 1711, 751, 1722]
edition-city: திருச்சி	[1263, 58, 1338, 86]
deputy-organizers-entry: துணை அமைப்பாளர்கள் : (1) ச.பாலகிருஷ்ணன், மாரியம்மன் கோயில் தெரு, சியட்டி, காரை, காஞ்சிபுரம். (2) பா.அருள் குமார், பஜனை கோயில் தெரு, சியட்டி, காரை, காஞ்சிபுரம். (3) பா.ஜீவரத்தினம், மாரியம்மன் கோயில் தெரு, சியட்டி, காரை, காஞ்சிபுரம்.	[783, 1267, 1116, 1326]
organizer-entry: அமைப்பாளர் : த.சுரேஷ், 3/449, மேட்டு பஜனைக் கோயில் தெரு, சிறுவாக்கம், காஞ்சிபுரம்.	[783, 319, 1116, 346]
deputy-organizers-entry: துணை அமைப்பாளர்கள் : (1) வி.ராஜ்மோகன், 172, சேரித் தாங்கல், சிறுவள்ளூர், காஞ்சிபுரம். (2) வ.சக்திவேல், சேரித்தாங்கல், சிறுவள்ளூர், காஞ்சிபுரம். (3) ரா.சதீஷ்குமார், புதிய குடியிருப்பு, சிறுவள்ளூர், காஞ்சிபுரம்.	[783, 132, 1116, 191]
organizer-entry: அமைப்பாளர் : ந.அஜித்குமார், 114, பள்ளம்பாக்கம், வாத்தூர், காஞ்சிபுரம்.	[69, 837, 402, 864]
deputy-organizers-entry: துணை அமைப்பாளர்கள் : (1) ராதத்குமார், முருகன் கோயில் தெரு, கள்ளிப்பட்டு, மேல்மதுமங்கலம், காஞ்சிபுரம். (2) சா.குணசேகரன், 78, ஆதிதிராவிடர் தெரு, நெல்வாய், காஞ்சிபுரம். (3) பு.கோபிநாத், பிள்ளையார் கோயில் தெரு, நெல்வாய், காஞ்சிபுரம்.	[426, 988, 759, 1047]
booth-organizers-heading: பாக அமைப்பாளர்கள் :	[1251, 1248, 1362, 1261]
page-header	[0, 0, 1543, 109]
deputy-organizers-entry: துணை அமைப்பாளர்கள் : (1) கோ.ஜெயவேல், 34, பஜனை கோயில் தெரு, நாகப்பட்டு, ஏகனாபுரம், பரந்தூர், காஞ்சிபுரம். (2) வெவிக்னேஷ், பஜனை கோயில் தெரு, நாகப்பட்டு, ஏகனாபுரம், பரந்தூர், காஞ்சிபுரம்.	[426, 578, 759, 621]
organizer-entry: அமைப்பாளர் : வ.கார்த்திக் அருண், 63, வைபாவர் சாலை, சிட்டியம்பாக்கம், காஞ்சிபுரம்.	[1140, 1159, 1473, 1186]
deputy-organizers-entry: துணை அமைப்பாளர்கள் : (1) க.சாமிக்கண்ணு, 182–ஏ, புதுநகர், ஏனாத்தூர், காஞ்சிபுரம். (2) பா.திலீப், 926, புதுநகர், ஏனாத்தூர், காஞ்சிபுரம். (3) கு.தீபக், 858, மாரியம்மன் கோயில் தெரு, ஏனாத்தூர், காஞ்சிபுரம்.	[1140, 1699, 1473, 1758]
branch-title: ஆரியம்பாக்கம் கிளை	[1239, 245, 1374, 261]
booth-entry: பாகம் – 271 : ஆ.சுபிராஜ், 93, சிறுவள்ளூர், மேட்டு ஆதிதிராவிடர் குடியிருப்பு, பெருமாள் கோயில் தெரு, காஞ்சிபுரம்.	[783, 219, 1099, 247]
branch-title: நாகப்பட்டு கிளை	[538, 515, 646, 531]
organizer-entry: அமைப்பாளர் : செ.த.தயாகார்த்திக், பழைய காரை, காஞ்சிபுரம்.	[783, 937, 1069, 948]
deputy-organizers-entry: துணை அமைப்பாளர்கள் : (1) வி.இளங்கோவன், பெருமாள் கோயில் தெரு, சிறுவாக்கம், காஞ்சிபுரம். (2) ரா.தமிழ்ச்செல்வன், கோயில் தெரு, சிறுவாக்கம், காஞ்சிபுரம். (3) பெ.ஸ்ரீபிரகாஷ், பெருமாள் கோயில் தெரு, சிறுவாக்கம், காஞ்சிபுரம்.	[783, 616, 1116, 675]
panchayat-banner: ஊராட்சி : 139 தண்டலம்	[146, 662, 325, 691]
deputy-organizers-entry: துணை அமைப்பாளர்கள் : (1) சே.ஜெயபால், 323, பஜனை கோயில் தெரு, கூத்திரம்பாக்கம், காஞ்சிபுரம். (2) நா.மணிகண்டன், 344, பஜனை கோயில் தெரு, கூத்திரம்பாக்கம், காஞ்சிபுரம்.	[783, 1547, 1116, 1591]
deputy-organizers-entry: துணை அமைப்பாளர்கள் : (1) கு.காண்டீபன், ஆரியம்பாக்கம், நீர்வள்ளூர், காஞ்சிபுரம். (2) தமாதவன், பிள்ளையார் கோயில் தெரு, ஆரியம்பாக்கம், நீர்வள்ளூர், காஞ்சிபுரம். (3) சே.பாரத், ஆரியம்பாக்கம், காஞ்சிபுரம்.	[1140, 406, 1473, 465]
branch-title: ஏனாத்தூர் புது நகர் கிளை	[1228, 1652, 1384, 1667]
booth-entry: பாகம் – 283 : மு.அப்பாஸ், பெருமாள் கோயில் தெரு, சிட்டியம்பாக்கம், காஞ்சிபுரம்.	[1140, 1303, 1402, 1331]
booth-entry: பாகம் – 258 : வெ.தினகரன், ஆஞ்சநேயர் கோயில் தெரு, புள்ளலூர், காஞ்சிபுரம்.	[69, 552, 393, 579]
organizer-entry: அமைப்பாளர் : பா.குகன், பிள்ளையார் கோயில் தெரு, தெல்வாய், காஞ்சிபுரம்.	[426, 1080, 759, 1108]
organizer-entry: அமைப்பாளர் : ப.பவன்குமார், புதிய குடியிருப்பு, சிறுவாக்கம், காஞ்சிபுரம்.	[783, 579, 1116, 606]
column-2	[414, 113, 771, 2329]
branch-title: புதிய ஆதிதிராவிடர் கிளை	[510, 1767, 675, 1782]
deputy-organizers-entry: துணை அமைப்பாளர்கள் : (1) அஜீத்குமார், 69, மேட்டுத்தெரு, இலுப்பப்பட்டு, காஞ்சிபுரம். (2) சேராகுல், மேட்டுத்தெரு, இலுப்பப்பட்டு, காஞ்சிபுரம்.	[1140, 968, 1473, 1012]
branch-title: பள்ள பரந்தூர் கிளை	[529, 174, 655, 189]
panchayat-banner: ஊராட்சி : 144 – தண்டலம்	[497, 890, 688, 919]
deputy-organizers-entry: துணை அமைப்பாளர்கள் : (1) அ.மதன், இலுப்பப்பட்டு குடியிருப்பு, ராஜகுலம், காஞ்சிபுரம். (2) த.ரிக்பிராண்டி, பெருமாள் கோயில் தெரு, சிட்டியம்பாக்கம், ராஜகுலம், காஞ்சிபுரம்.	[1140, 1196, 1473, 1240]
